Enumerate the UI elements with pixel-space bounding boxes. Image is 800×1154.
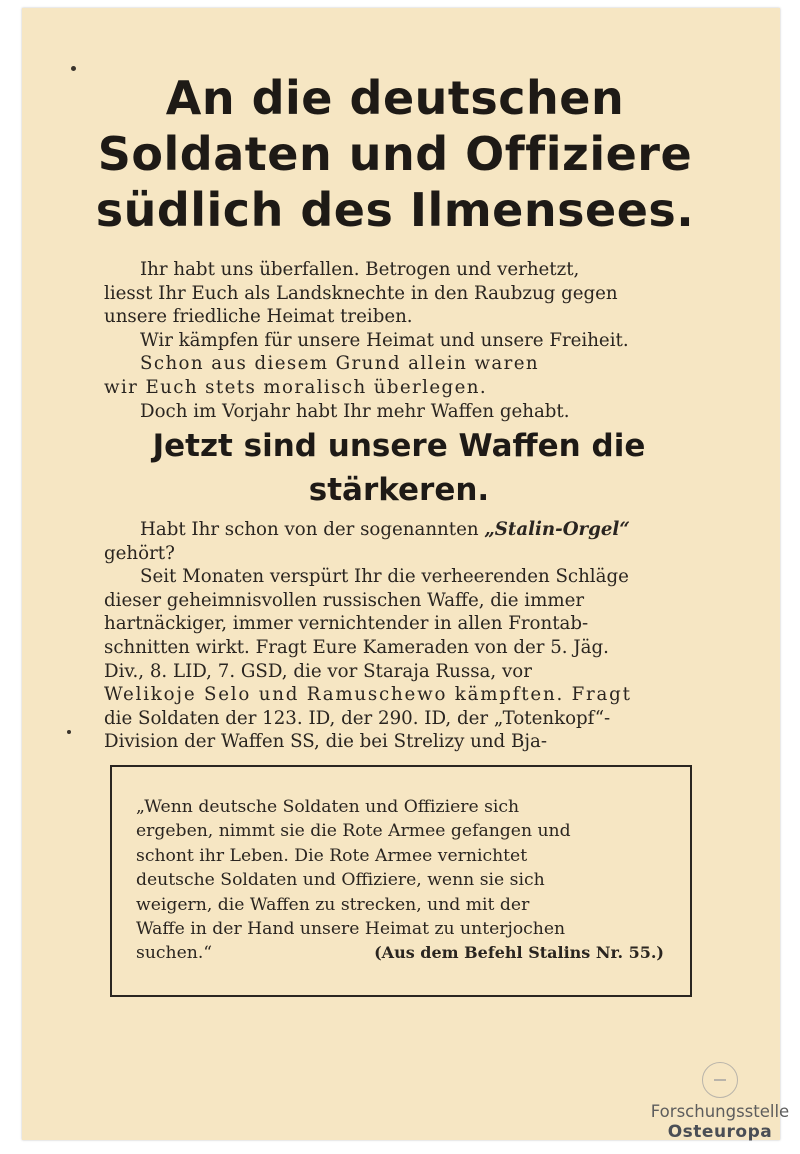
body-paragraph: [104, 518, 692, 754]
text-line: Wir kämpfen für unsere Heimat und unsere Freiheit.: [140, 329, 629, 351]
intro-paragraph: [104, 258, 692, 423]
text-line: unsere friedliche Heimat treiben.: [104, 306, 413, 328]
text-line: wir Euch stets moralisch überlegen.: [104, 376, 488, 398]
headline-line: Jetzt sind unsere Waffen die: [152, 428, 646, 464]
text-line: Schon aus diesem Grund allein waren: [140, 353, 540, 375]
text-line: [104, 518, 692, 542]
text-line: dieser geheimnisvollen russischen Waffe, die immer: [104, 589, 585, 611]
title-line: An die deutschen: [165, 71, 625, 125]
quote-line: weigern, die Waffen zu strecken, und mit der: [136, 894, 530, 915]
watermark-line1: Forschungsstelle: [650, 1102, 790, 1121]
quote-line: ergeben, nimmt sie die Rote Armee gefangen und: [136, 821, 571, 842]
text-line: Ihr habt uns überfallen. Betrogen und verhetzt,: [140, 259, 580, 280]
leaflet-title: [90, 70, 700, 238]
paper-speck: [71, 66, 76, 71]
quote-line: schont ihr Leben. Die Rote Armee vernichtet: [136, 845, 528, 866]
stalin-orgel-term: „Stalin-Orgel“: [484, 519, 630, 540]
archive-watermark: [640, 1062, 800, 1142]
archive-logo-icon: [702, 1062, 738, 1098]
text-line: Welikoje Selo und Ramuschewo kämpften. Fragt: [104, 684, 632, 706]
quote-source: (Aus dem Befehl Stalins Nr. 55.): [374, 943, 664, 963]
question-text: Habt Ihr schon von der sogenannten: [140, 519, 485, 540]
quote-line: deutsche Soldaten und Offiziere, wenn sie sich: [136, 870, 545, 891]
text-line: Seit Monaten verspürt Ihr die verheerenden Schläge: [140, 566, 629, 588]
text-line: Division der Waffen SS, die bei Strelizy und Bja-: [104, 731, 547, 753]
text-line: liesst Ihr Euch als Landsknechte in den Raubzug gegen: [104, 282, 618, 304]
stalin-quote-box: [110, 765, 692, 997]
title-line: Soldaten und Offiziere: [97, 127, 693, 181]
quote-line: suchen.“: [136, 943, 213, 964]
watermark-line2: Osteuropa: [667, 1122, 773, 1142]
quote-line: „Wenn deutsche Soldaten und Offiziere sich: [136, 797, 520, 817]
text-line: die Soldaten der 123. ID, der 290. ID, der „Totenkopf“-: [104, 707, 611, 729]
title-line: südlich des Ilmensees.: [95, 183, 695, 237]
text-line: Div., 8. LID, 7. GSD, die vor Staraja Russa, vor: [104, 660, 532, 682]
headline-line: stärkeren.: [308, 472, 490, 508]
stalin-quote: [136, 795, 676, 966]
headline: [104, 424, 694, 512]
text-line: gehört?: [104, 542, 175, 564]
text-line: Doch im Vorjahr habt Ihr mehr Waffen gehabt.: [140, 400, 570, 422]
paper-speck: [67, 730, 71, 734]
text-line: hartnäckiger, immer vernichtender in allen Frontab-: [104, 613, 589, 635]
text-line: schnitten wirkt. Fragt Eure Kameraden von der 5. Jäg.: [104, 636, 609, 658]
quote-line: Waffe in der Hand unsere Heimat zu unterjochen: [136, 919, 566, 940]
